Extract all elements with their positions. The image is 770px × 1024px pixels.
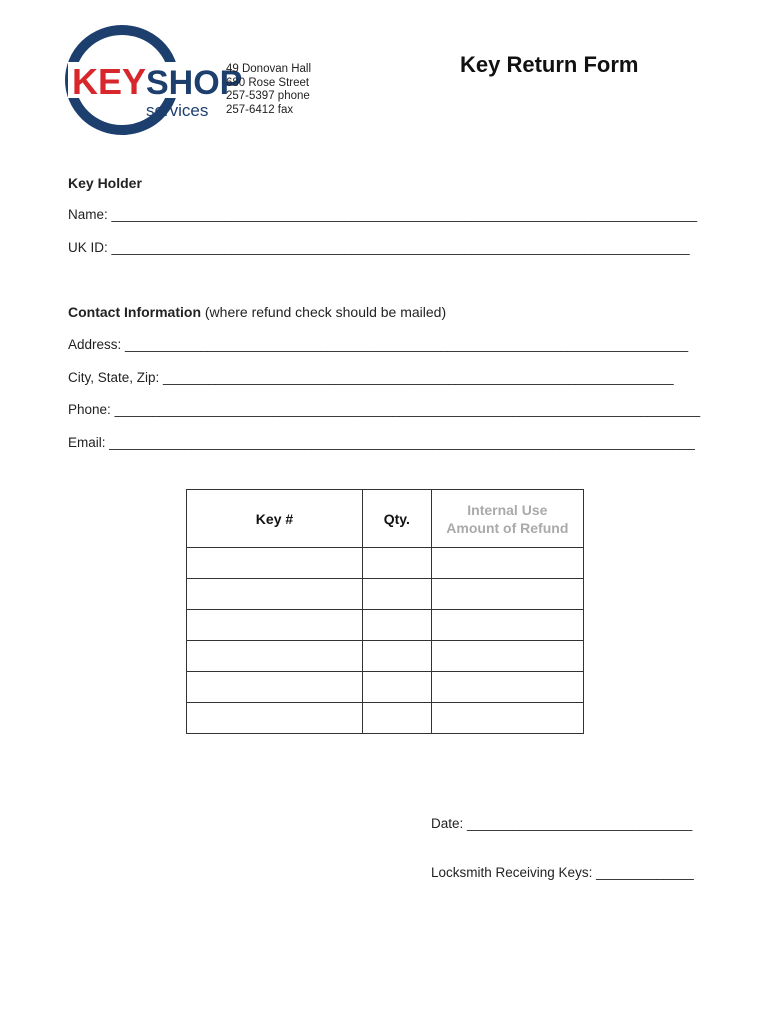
- address-field[interactable]: [68, 337, 688, 352]
- refund-cell[interactable]: [431, 579, 583, 610]
- locksmith-blank-line[interactable]: _____________: [596, 865, 694, 880]
- key-number-cell[interactable]: [187, 548, 363, 579]
- key-number-cell[interactable]: [187, 672, 363, 703]
- address-line: 49 Donovan Hall: [226, 63, 312, 75]
- key-number-header: Key #: [187, 490, 363, 548]
- refund-cell[interactable]: [431, 672, 583, 703]
- table-row: [187, 703, 584, 734]
- address-line: 680 Rose Street: [226, 76, 310, 89]
- keys-table: [186, 489, 584, 734]
- date-label: Date:: [431, 816, 464, 831]
- uk-id-label: UK ID:: [68, 240, 108, 255]
- name-label: Name:: [68, 207, 108, 222]
- key-holder-heading: [68, 175, 142, 191]
- email-label: Email:: [68, 435, 106, 450]
- phone-blank-line[interactable]: ______________________________________________________________________________: [114, 402, 701, 417]
- date-field[interactable]: [431, 816, 692, 831]
- amount-of-refund-label: Amount of Refund: [446, 519, 569, 536]
- refund-cell[interactable]: [431, 548, 583, 579]
- internal-use-label: Internal Use: [467, 501, 548, 518]
- qty-cell[interactable]: [362, 548, 431, 579]
- city-state-zip-label: City, State, Zip:: [68, 370, 160, 385]
- phone-label: Phone:: [68, 402, 111, 417]
- phone-field[interactable]: [68, 402, 700, 417]
- form-title: Key Return Form: [460, 52, 639, 77]
- key-holder-heading-text: Key Holder: [68, 175, 142, 191]
- table-row: [187, 641, 584, 672]
- qty-cell[interactable]: [362, 579, 431, 610]
- locksmith-field[interactable]: [431, 865, 694, 880]
- table-row: [187, 672, 584, 703]
- table-header-row: [187, 490, 584, 548]
- internal-use-header: [431, 490, 583, 548]
- locksmith-label: Locksmith Receiving Keys:: [431, 865, 593, 880]
- refund-cell[interactable]: [431, 703, 583, 734]
- qty-cell[interactable]: [362, 610, 431, 641]
- refund-cell[interactable]: [431, 610, 583, 641]
- city-state-zip-blank-line[interactable]: ____________________________________________________________________: [163, 370, 674, 385]
- name-blank-line[interactable]: ______________________________________________________________________________: [111, 207, 698, 222]
- email-blank-line[interactable]: ______________________________________________________________________________: [109, 435, 695, 450]
- logo-shop-text: SHOP: [146, 64, 243, 102]
- fax-line: 257-6412 fax: [226, 103, 294, 116]
- email-field[interactable]: [68, 435, 695, 450]
- date-blank-line[interactable]: ______________________________: [467, 816, 693, 831]
- table-row: [187, 610, 584, 641]
- contact-heading-text: Contact Information: [68, 304, 201, 320]
- uk-id-blank-line[interactable]: _____________________________________________________________________________: [111, 240, 690, 255]
- address-label: Address:: [68, 337, 122, 352]
- contact-heading: [68, 304, 446, 320]
- refund-cell[interactable]: [431, 641, 583, 672]
- qty-cell[interactable]: [362, 672, 431, 703]
- uk-id-field[interactable]: [68, 240, 690, 255]
- address-blank-line[interactable]: ___________________________________________________________________________: [125, 337, 689, 352]
- key-number-cell[interactable]: [187, 641, 363, 672]
- contact-note: (where refund check should be mailed): [204, 304, 447, 320]
- qty-cell[interactable]: [362, 641, 431, 672]
- key-number-cell[interactable]: [187, 579, 363, 610]
- key-number-cell[interactable]: [187, 610, 363, 641]
- office-address: [226, 63, 311, 117]
- phone-line: 257-5397 phone: [226, 90, 310, 102]
- qty-cell[interactable]: [362, 703, 431, 734]
- key-shop-logo: [66, 24, 243, 136]
- logo-key-text: KEY: [72, 61, 147, 102]
- table-row: [187, 579, 584, 610]
- logo-services-text: services: [146, 101, 209, 120]
- qty-header: Qty.: [362, 490, 431, 548]
- table-row: [187, 548, 584, 579]
- key-number-cell[interactable]: [187, 703, 363, 734]
- city-state-zip-field[interactable]: [68, 370, 674, 385]
- name-field[interactable]: [68, 207, 697, 222]
